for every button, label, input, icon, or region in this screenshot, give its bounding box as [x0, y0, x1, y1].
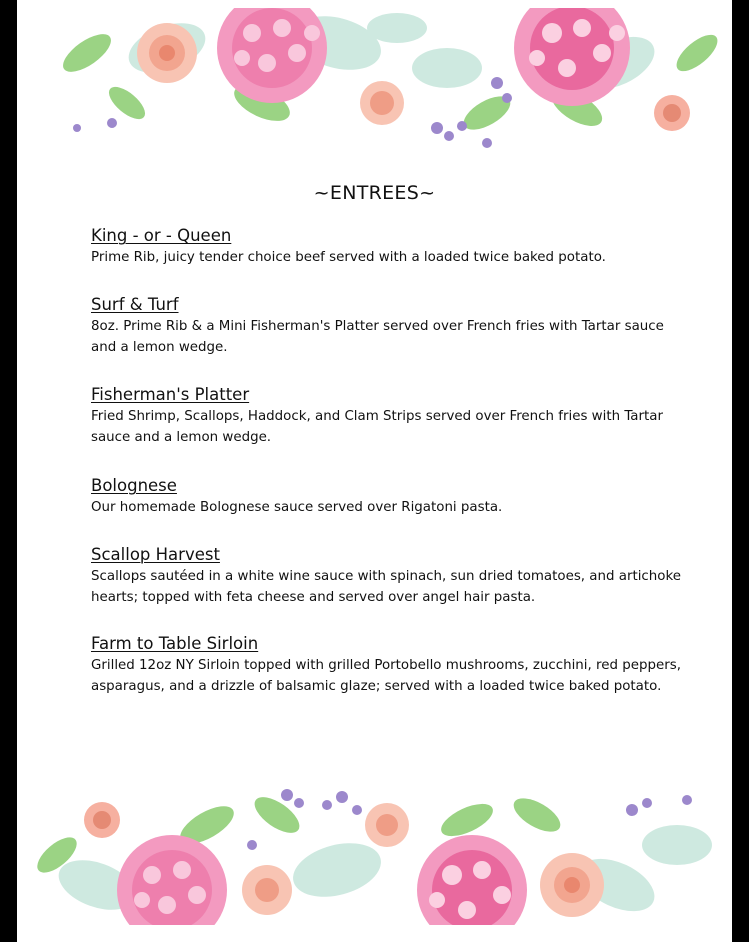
- entree-description: Prime Rib, juicy tender choice beef served with a loaded twice baked potato.: [91, 250, 606, 265]
- entree-name: Surf & Turf: [91, 295, 179, 314]
- entree-name: Fisherman's Platter: [91, 385, 250, 404]
- entree-name: Farm to Table Sirloin: [91, 634, 259, 653]
- entree-item: [91, 476, 691, 519]
- entree-item: [91, 634, 691, 697]
- menu-heading: ~ENTREES~: [313, 182, 436, 204]
- entree-item: [91, 226, 691, 269]
- menu-page: [17, 0, 732, 942]
- entree-item: [91, 295, 691, 358]
- entree-name: King - or - Queen: [91, 226, 232, 245]
- entree-description: Fried Shrimp, Scallops, Haddock, and Clam Strips served over French fries with Tartar sauce and a lemon wedge.: [91, 409, 663, 445]
- entree-item: [91, 385, 691, 448]
- entree-item: [91, 545, 691, 608]
- entree-description: Grilled 12oz NY Sirloin topped with grilled Portobello mushrooms, zucchini, red peppers, asparagus, and a drizzle of balsamic glaze; served with a loaded twice baked potato.: [91, 658, 681, 694]
- entree-name: Scallop Harvest: [91, 545, 220, 564]
- entree-description: Our homemade Bolognese sauce served over Rigatoni pasta.: [91, 500, 503, 515]
- entree-name: Bolognese: [91, 476, 177, 495]
- bottom-floral-border-icon: [17, 775, 732, 925]
- top-floral-border-icon: [17, 8, 732, 158]
- entree-description: 8oz. Prime Rib & a Mini Fisherman's Platter served over French fries with Tartar sauce and a lemon wedge.: [91, 319, 664, 355]
- entree-description: Scallops sautéed in a white wine sauce with spinach, sun dried tomatoes, and artichoke hearts; topped with feta cheese and served over angel hair pasta.: [91, 569, 681, 605]
